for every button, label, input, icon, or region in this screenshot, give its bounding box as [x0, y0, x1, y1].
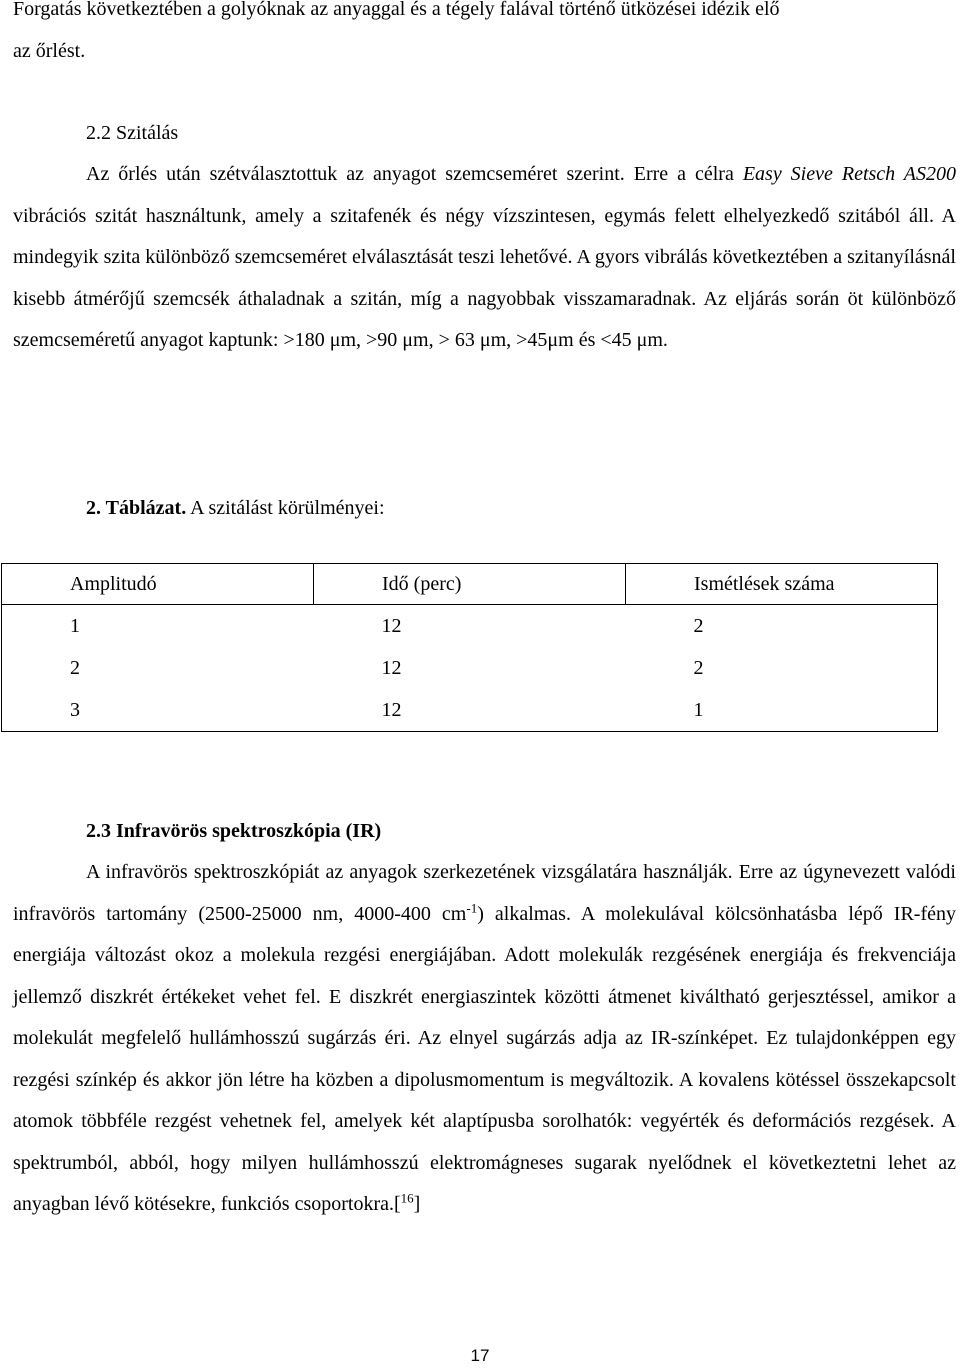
table-cell: 2	[626, 647, 938, 689]
sieve-device-name: Easy Sieve Retsch AS200	[742, 163, 956, 185]
table-header-row	[2, 564, 938, 605]
table-row	[2, 647, 938, 689]
ir-text-part-2: ) alkalmas. A molekulával kölcsönhatásba lépő IR-fény energiája változást okoz a molekula rezgési energiájában. Adott molekulák rezgésének energiája és frekvenciája jellemző diszkrét értékeket vehet fel. E diszkrét energiaszintek közötti átmenet kiváltható gerjesztéssel, amikor a molekulát megfelelő hullámhosszú sugárzás éri. Az elnyel sugárzás adja az IR-színképet. Ez tulajdonképpen egy rezgési színkép és akkor jön létre ha közben a dipolusmomentum is megváltozik. A kovalens kötéssel összekapcsolt atomok többféle rezgést vehetnek fel, amelyek két alaptípusba sorolhatók: vegyérték és deformációs rezgések. A spektrumból, abból, hogy milyen hullámhosszú elektromágneses sugarak nyelődnek el következtetni lehet az anyagban lévő kötésekre, funkciós csoportokra.[	[13, 902, 956, 1215]
ir-paragraph	[13, 852, 956, 1226]
ir-text-part-1: A infravörös spektroszkópiát az anyagok szerkezetének vizsgálatára használják. Erre az úgynevezett valódi infravörös tartomány (2500-25000 nm, 4000-400 cm	[13, 861, 956, 925]
table-cell: 2	[2, 647, 314, 689]
ir-text-end: ]	[413, 1193, 421, 1215]
section-heading-sieving: 2.2 Szitálás	[86, 122, 179, 144]
table-cell: 2	[626, 605, 938, 648]
table-cell: 12	[381, 656, 402, 679]
intro-line-2: az őrlést.	[13, 40, 86, 62]
reference-number: 16	[400, 1190, 414, 1206]
table-caption-label: 2. Táblázat.	[86, 497, 187, 519]
table-cell: 12	[314, 689, 626, 732]
sieving-text-start: Az őrlés után szétválasztottuk az anyagot szemcseméret szerint. Erre a célra	[86, 163, 743, 185]
header-amplitude: Amplitudó	[2, 564, 314, 605]
sieving-conditions-table	[1, 563, 938, 732]
table-caption-text: A szitálást körülményei:	[186, 497, 385, 519]
intro-line-1: Forgatás következtében a golyóknak az anyaggal és a tégely falával történő ütközései idézik elő	[13, 0, 780, 20]
table-row	[2, 605, 938, 648]
header-repetitions: Ismétlések száma	[626, 564, 938, 605]
table-row	[2, 689, 938, 732]
table-cell: 12	[381, 614, 402, 637]
sieving-paragraph	[13, 154, 956, 362]
table-cell: 3	[2, 689, 314, 732]
table-cell: 1	[626, 689, 938, 732]
ir-superscript: -1	[466, 899, 478, 915]
header-time: Idő (perc)	[314, 564, 626, 605]
table-caption	[86, 497, 385, 520]
section-heading-ir: 2.3 Infravörös spektroszkópia (IR)	[86, 820, 382, 842]
table-cell: 1	[2, 605, 314, 648]
sieving-text-rest: vibrációs szitát használtunk, amely a szitafenék és négy vízszintesen, egymás felett elhelyezkedő szitából áll. A mindegyik szita különböző szemcseméret elválasztását teszi lehetővé. A gyors vibrálás következtében a szitanyílásnál kisebb átmérőjű szemcsék áthaladnak a szitán, míg a nagyobbak visszamaradnak. Az eljárás során öt különböző szemcseméretű anyagot kaptunk: >180 μm, >90 μm, > 63 μm, >45μm és <45 μm.	[13, 204, 956, 351]
page-number: 17	[470, 1346, 490, 1365]
